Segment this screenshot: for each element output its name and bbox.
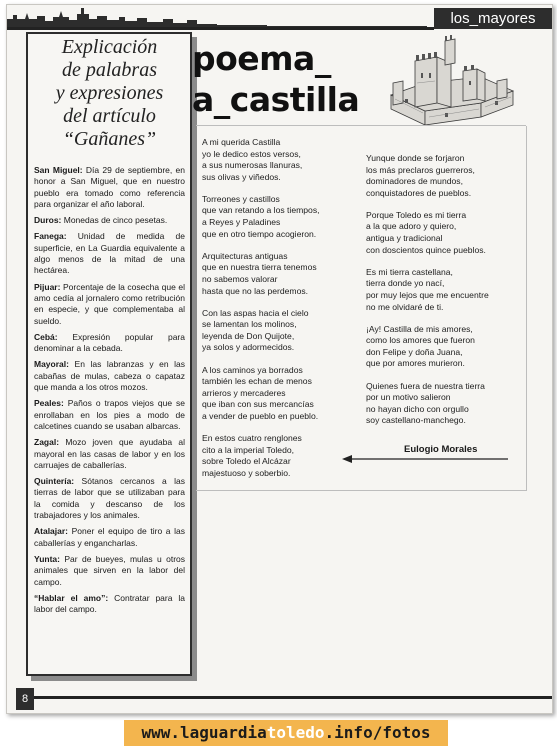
- bottom-rule: [34, 696, 552, 699]
- glossary-definition: Porcentaje de la cosecha que el amo cedía al jornalero como retribución en especie, y que complementaba al sueldo.: [34, 281, 185, 326]
- poem-line: por muy lejos que me encuentre: [366, 289, 489, 300]
- arrow-left-icon: [340, 454, 510, 464]
- poem-line: Quienes fuera de nuestra tierra: [366, 380, 485, 391]
- glossary-term: Mayoral:: [34, 359, 69, 370]
- glossary-term: Zagal:: [34, 437, 60, 448]
- poem-line: cito a la imperial Toledo,: [202, 444, 295, 455]
- poem-line: que van retando a los tiempos,: [202, 205, 320, 216]
- poem-title-line: poema_: [192, 39, 331, 78]
- poem-line: Arquitecturas antiguas: [202, 250, 288, 261]
- footer-url-part: www.laguardia: [141, 723, 267, 742]
- sidebar-title-line: “Gañanes”: [62, 128, 157, 150]
- glossary-entries: [34, 165, 185, 615]
- poem-line: como los amores que fueron: [366, 335, 475, 346]
- poem-line: que en otro tiempo acogieron.: [202, 228, 317, 239]
- glossary-term: Atalajar:: [34, 526, 69, 537]
- glossary-definition: Monedas de cinco pesetas.: [61, 215, 168, 226]
- glossary-term: Yunta:: [34, 553, 60, 564]
- poem-line: Torreones y castillos: [202, 193, 280, 204]
- glossary-definition: Contratar para la labor del campo.: [34, 592, 185, 615]
- poem-line: soy castellano-manchego.: [366, 415, 466, 426]
- poem-line: ¡Ay! Castilla de mis amores,: [366, 323, 473, 334]
- author-signature: Eulogio Morales: [404, 444, 478, 455]
- poem-stanza: [366, 267, 516, 313]
- poem-column-1: [202, 137, 352, 490]
- glossary-entry: [34, 476, 185, 521]
- sidebar-title-line: de palabras: [62, 59, 157, 81]
- glossary-entry: [34, 526, 185, 549]
- glossary-entry: [34, 554, 185, 588]
- poem-line: también les echan de menos: [202, 376, 312, 387]
- poem-stanza: [366, 324, 516, 370]
- page-number: 8: [16, 688, 34, 710]
- poem-line: majestuoso y soberbio.: [202, 467, 291, 478]
- poem-line: Yunque donde se forjaron: [366, 153, 465, 163]
- glossary-entry: [34, 398, 185, 432]
- poem-line: se lamentan los molinos,: [202, 319, 297, 330]
- poem-line: don Felipe y doña Juana,: [366, 346, 463, 357]
- section-tag: los_mayores: [434, 8, 552, 29]
- poem-line: hasta que no las perdemos.: [202, 285, 309, 296]
- sidebar-title: [34, 36, 185, 151]
- glossary-entry: [34, 332, 185, 355]
- footer-url-part: toledo: [266, 723, 325, 742]
- poem-line: A mi querida Castilla: [202, 137, 281, 147]
- glossary-term: Fanega:: [34, 231, 67, 242]
- castle-illustration: [385, 33, 519, 129]
- glossary-entry: [34, 215, 185, 226]
- glossary-definition: Mozo joven que ayudaba al mayoral en las casas de labor y en los carruajes de caballerías.: [34, 437, 185, 470]
- poem-stanza: [202, 251, 352, 297]
- poem-title: [192, 38, 359, 120]
- poem-line: A los caminos ya borrados: [202, 364, 303, 375]
- glossary-term: San Miguel:: [34, 165, 83, 175]
- sidebar-title-line: Explicación: [61, 36, 158, 58]
- poem-line: que iban con sus mercancías: [202, 399, 314, 410]
- poem-stanza: [366, 153, 516, 199]
- poem-stanza: [202, 365, 352, 423]
- poem-line: los más preclaros guerreros,: [366, 164, 475, 175]
- glossary-term: Cebá:: [34, 331, 58, 342]
- glossary-term: Duros:: [34, 215, 62, 226]
- poem-line: no me olvidaré de ti.: [366, 301, 444, 312]
- poem-line: por un motivo salieron: [366, 392, 451, 403]
- poem-title-line: a_castilla: [192, 80, 360, 119]
- poem-line: Es mi tierra castellana,: [366, 266, 453, 277]
- glossary-entry: [34, 165, 185, 210]
- poem-column-2: [366, 153, 516, 437]
- glossary-entry: [34, 593, 185, 616]
- glossary-definition: Expresión popular para denominar a la cebada.: [34, 331, 185, 354]
- glossary-entry: [34, 282, 185, 327]
- poem-line: sobre Toledo el Alcázar: [202, 456, 291, 467]
- poem-line: con doscientos quince pueblos.: [366, 244, 486, 255]
- poem-line: no sabemos valorar: [202, 273, 278, 284]
- poem-line: a Reyes y Paladines: [202, 217, 281, 228]
- poem-line: dominadores de mundos,: [366, 176, 463, 187]
- glossary-definition: Par de bueyes, mulas u otros animales que sirven en la labor del campo.: [34, 553, 185, 587]
- glossary-term: Pijuar:: [34, 281, 61, 292]
- footer-url[interactable]: [124, 720, 448, 746]
- sidebar-title-line: y expresiones: [55, 82, 164, 104]
- poem-line: conquistadores de pueblos.: [366, 187, 472, 198]
- poem-line: Porque Toledo es mi tierra: [366, 209, 467, 220]
- glossary-entry: [34, 231, 185, 276]
- poem-stanza: [202, 308, 352, 354]
- glossary-term: “Hablar el amo”:: [34, 592, 109, 603]
- footer-url-part: .info/fotos: [324, 723, 431, 742]
- poem-line: a vender de pueblo en pueblo.: [202, 410, 319, 421]
- poem-line: sus olivas y viñedos.: [202, 171, 281, 182]
- poem-stanza: [202, 433, 352, 479]
- glossary-definition: Unidad de medida de superficie, en La Guardia equivalente a algo menos de la mitad de una hectárea.: [34, 231, 185, 276]
- poem-line: tierra donde yo nací,: [366, 278, 445, 289]
- glossary-definition: En las labranzas y en las cabañas de mulas, cabeza o capataz que manda a los otros mozos.: [34, 359, 185, 393]
- poem-stanza: [202, 137, 352, 183]
- poem-line: leyenda de Don Quijote,: [202, 330, 295, 341]
- poem-line: ya solos y adormecidos.: [202, 342, 295, 353]
- glossary-term: Quintería:: [34, 476, 75, 487]
- glossary-definition: Día 29 de septiembre, en honor a San Miguel, que en nuestro pueblo era tomado como referencia para organizar el año laboral.: [34, 165, 186, 209]
- poem-stanza: [366, 381, 516, 427]
- poem-line: arrieros y mercaderes: [202, 387, 286, 398]
- poem-line: no hayan dicho con orgullo: [366, 403, 469, 414]
- poem-stanza: [366, 210, 516, 256]
- glossary-term: Peales:: [34, 398, 64, 409]
- glossary-definition: Sótanos cercanos a las tierras de labor que se utilizaban para la comida y descanso de los trabajadores y los animales.: [34, 476, 185, 521]
- poem-line: a sus numerosas llanuras,: [202, 160, 303, 171]
- glossary-entry: [34, 437, 185, 471]
- poem-line: Con las aspas hacia el cielo: [202, 307, 309, 318]
- poem-stanza: [202, 194, 352, 240]
- glossary-definition: Poner el equipo de tiro a las caballerías y engancharlas.: [34, 526, 185, 548]
- glossary-sidebar: [26, 32, 192, 676]
- poem-line: a la que adoro y quiero,: [366, 221, 457, 232]
- glossary-definition: Paños o trapos viejos que se enrollaban en los pies a modo de calcetines cuando se usaban albarcas.: [34, 398, 185, 431]
- poem-line: En estos cuatro renglones: [202, 432, 302, 443]
- poem-line: que en nuestra tierra tenemos: [202, 262, 317, 273]
- sidebar-title-line: del artículo: [63, 105, 156, 127]
- poem-line: yo le dedico estos versos,: [202, 148, 301, 159]
- glossary-entry: [34, 359, 185, 393]
- poem-line: que por amores murieron.: [366, 358, 465, 369]
- header-rule: [7, 27, 434, 30]
- poem-line: antigua y tradicional: [366, 233, 443, 244]
